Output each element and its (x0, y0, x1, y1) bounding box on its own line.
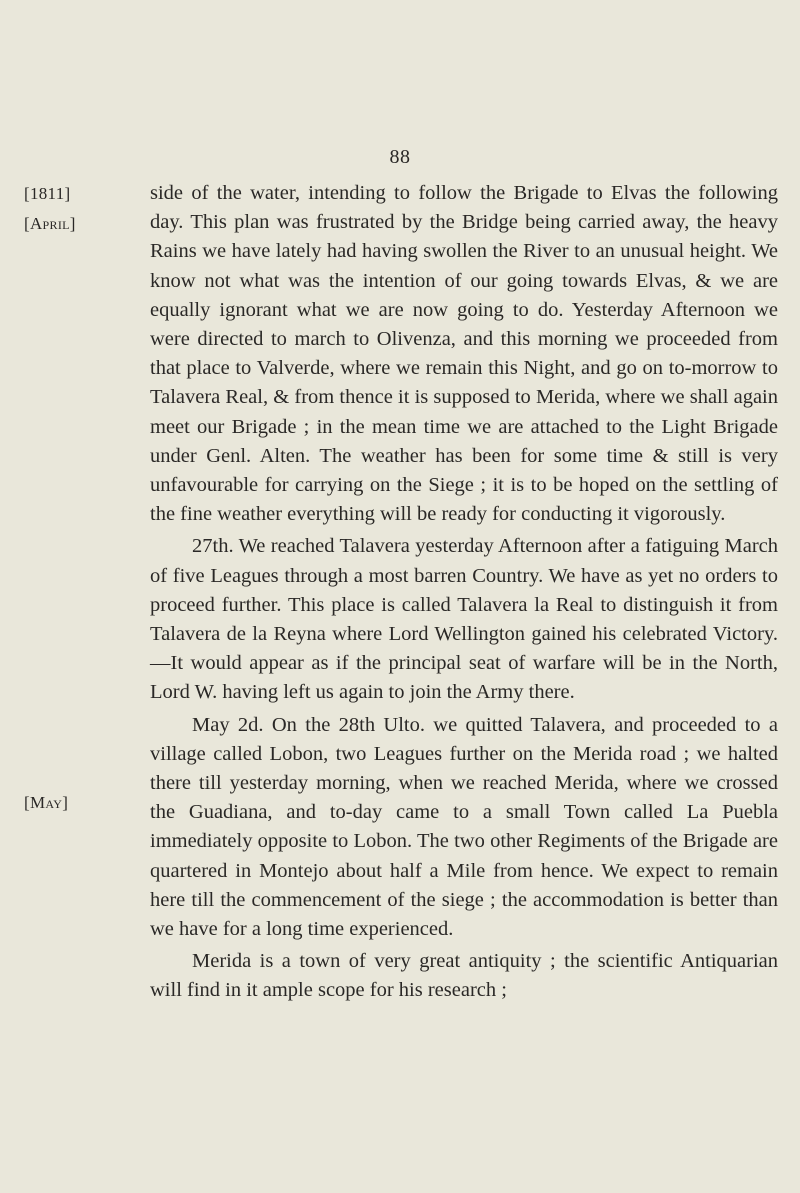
margin-note-year: [1811] (24, 184, 71, 203)
paragraph-merida: Merida is a town of very great antiquity ; the scientific Antiquarian will find in it ample scope for his research ; (150, 950, 778, 1002)
margin-note-april: [April] (24, 214, 76, 233)
body-text (150, 179, 778, 1006)
paragraph-continuation: side of the water, intending to follow the Brigade to Elvas the following day. This plan was frustrated by the Bridge being carried away, the heavy Rains we have lately had having swollen the River to an unusual height. We know not what was the intention of our going towards Elvas, & we are equally ignorant what we are now going to do. Yesterday Afternoon we were directed to march to Olivenza, and this morning we proceeded from that place to Valverde, where we remain this Night, and go on to-morrow to Talavera Real, & from thence it is supposed to Merida, where we shall again meet our Brigade ; in the mean time we are attached to the Light Brigade under Genl. Alten. The weather has been for some time & still is very unfavourable for carrying on the Siege ; it is to be hoped on the settling of the fine weather everything will be ready for conducting it vigorously. (150, 182, 778, 526)
margin-note-may: [May] (24, 793, 69, 812)
page-number: 88 (389, 146, 411, 168)
paragraph-may-2d: May 2d. On the 28th Ulto. we quitted Talavera, and proceeded to a village called Lobon, two Leagues further on the Merida road ; we halted there till yesterday morning, when we reached Merida, where we crossed the Guadiana, and to-day came to a small Town called La Puebla immediately opposite to Lobon. The two other Regiments of the Brigade are quartered in Montejo about half a Mile from hence. We expect to remain here till the commencement of the siege ; the accommodation is better than we have for a long time experienced. (150, 713, 778, 941)
paragraph-27th: 27th. We reached Talavera yesterday Afternoon after a fatiguing March of five Leagues through a most barren Country. We have as yet no orders to proceed further. This place is called Talavera la Real to distinguish it from Talavera de la Reyna where Lord Wellington gained his celebrated Victory.—It would appear as if the principal seat of warfare will be in the North, Lord W. having left us again to join the Army there. (150, 535, 778, 704)
